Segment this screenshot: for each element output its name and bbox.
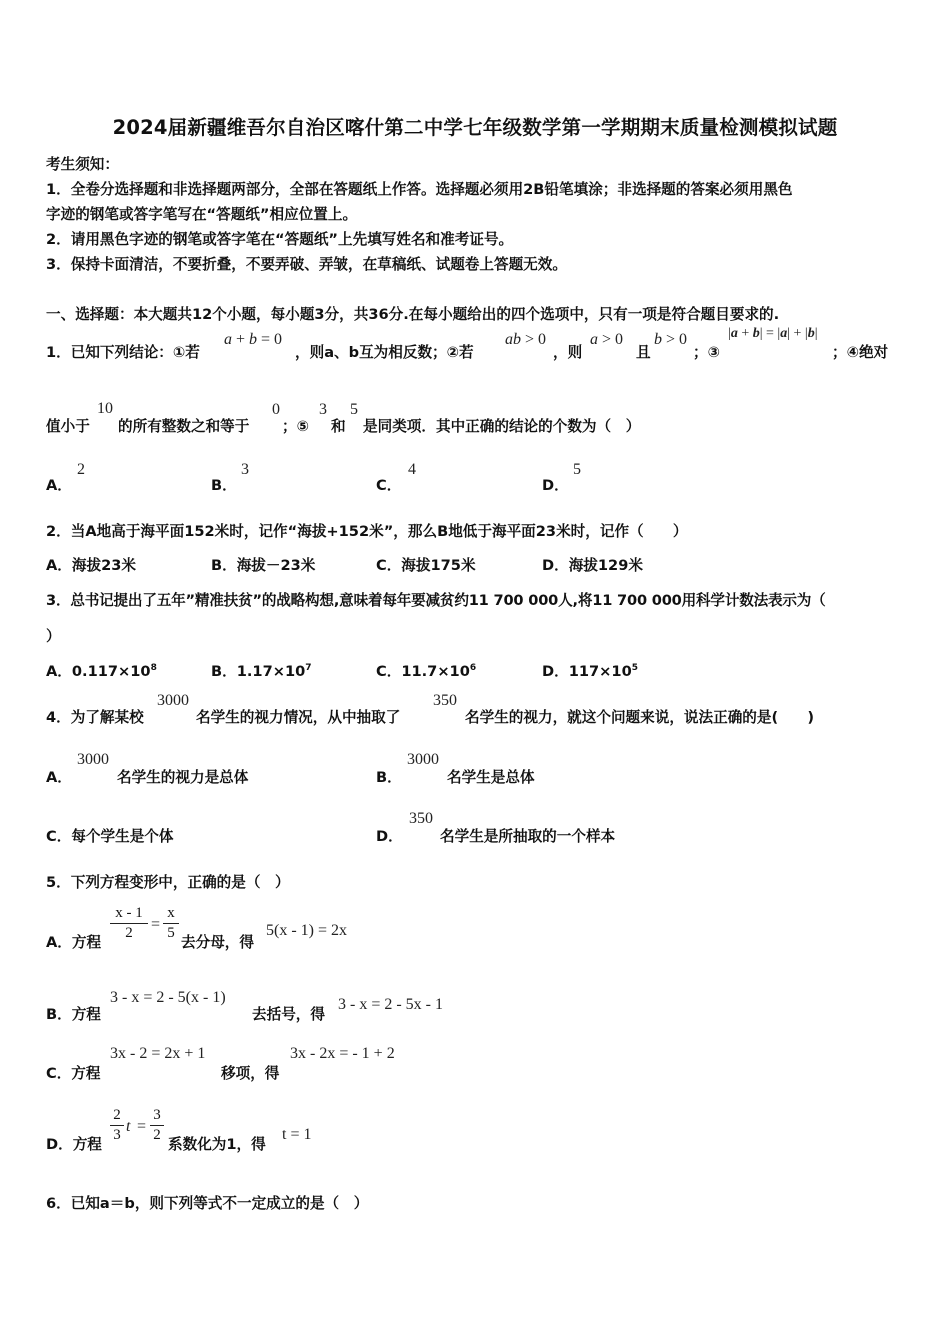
q4-option-c — [46, 825, 173, 846]
q5-option-d-result: t = 1 — [282, 1126, 312, 1143]
q3-option-b-exp: 7 — [305, 663, 312, 674]
q5-a-fraction-2-numerator: x — [167, 905, 175, 921]
q3-option-a-exp: 8 — [150, 663, 157, 674]
q4-option-b-number: 3000 — [407, 751, 439, 768]
q1-formula-4: b > 0 — [654, 331, 688, 348]
q3-option-c-label: C． — [376, 663, 402, 680]
q5-a-fraction-2-denominator: 5 — [167, 925, 175, 941]
q5-d-fraction-2-denominator: 2 — [153, 1127, 161, 1143]
notice-item-2: 2．请用黑色字迹的钢笔或答字笔在“答题纸”上先填写姓名和准考证号。 — [46, 231, 514, 248]
notice-item-1-line-1: 1．全卷分选择题和非选择题两部分，全部在答题纸上作答。选择题必须用2B铅笔填涂；非选择题的答案必须用黑色 — [46, 181, 793, 198]
q5-a-fraction-2 — [163, 905, 179, 942]
q1-text-10: 和 — [331, 418, 346, 435]
q1-formula-3: a > 0 — [590, 331, 624, 348]
q5-d-fraction-2-numerator: 3 — [153, 1107, 161, 1123]
q5-option-a-middle: 去分母，得 — [181, 934, 254, 951]
q1-formula-8: 3 — [319, 401, 327, 418]
q1-option-d-value: 5 — [573, 461, 581, 478]
q4-option-c-text: 每个学生是个体 — [71, 828, 174, 845]
q4-option-b-text: 名学生是总体 — [447, 769, 535, 786]
q1-option-a-value: 2 — [77, 461, 85, 478]
q3-text-line-1: 3．总书记提出了五年”精准扶贫”的战略构想,意味着每年要减贫约11 700 000人,将11 700 000用科学计数法表示为（ — [46, 592, 826, 609]
page-title: 2024届新疆维吾尔自治区喀什第二中学七年级数学第一学期期末质量检测模拟试题 — [112, 116, 838, 139]
notice-heading: 考生须知： — [46, 156, 119, 173]
q5-option-c-result: 3x - 2x = - 1 + 2 — [290, 1045, 395, 1062]
q1-formula-1: a + b = 0 — [224, 331, 283, 348]
q3-option-d-base: 117×10 — [568, 663, 632, 680]
q2-option-a: A．海拔23米 — [46, 557, 136, 574]
q6-text: 6．已知a＝b，则下列等式不一定成立的是（ ） — [46, 1195, 369, 1212]
q5-option-c-equation: 3x - 2 = 2x + 1 — [110, 1045, 206, 1062]
q5-option-b-equation: 3 - x = 2 - 5(x - 1) — [110, 989, 226, 1006]
q3-option-b-base: 1.17×10 — [236, 663, 306, 680]
q5-option-a-result: 5(x - 1) = 2x — [266, 922, 348, 939]
q1-text-4: 且 — [636, 344, 651, 361]
q5-a-fraction-1-numerator: x - 1 — [115, 905, 143, 921]
q1-formula-2: ab > 0 — [505, 331, 547, 348]
q4-option-d-label: D． — [376, 828, 403, 845]
q4-option-b-label: B． — [376, 769, 402, 786]
notice-item-1-line-2: 字迹的钢笔或答字笔写在“答题纸”相应位置上。 — [46, 206, 358, 223]
q5-option-b-middle: 去括号，得 — [252, 1006, 325, 1023]
q3-option-d-label: D． — [542, 663, 569, 680]
q3-option-c-exp: 6 — [469, 663, 477, 674]
q5-d-fraction-1-numerator: 2 — [113, 1107, 121, 1123]
q4-option-a-text: 名学生的视力是总体 — [117, 769, 249, 786]
q4-text-3: 名学生的视力，就这个问题来说，说法正确的是( ) — [465, 709, 814, 726]
q5-d-fraction-1 — [110, 1107, 124, 1144]
q2-text: 2．当A地高于海平面152米时，记作“海拔+152米”，那么B地低于海平面23米时，记作（ ） — [46, 523, 688, 540]
q1-text-5: ；③ — [693, 344, 720, 361]
q1-text-8: 的所有整数之和等于 — [118, 418, 250, 435]
q4-text-1: 4．为了解某校 — [46, 709, 144, 726]
q1-formula-9: 5 — [350, 401, 358, 418]
q1-text-1: 1．已知下列结论：①若 — [46, 344, 200, 361]
q5-option-c-label: C．方程 — [46, 1065, 101, 1082]
q1-formula-7: 0 — [272, 401, 280, 418]
q5-a-fraction-1 — [110, 905, 148, 942]
q5-option-c-middle: 移项，得 — [221, 1065, 280, 1082]
q5-option-d-label: D．方程 — [46, 1136, 102, 1153]
q3-option-a-label: A． — [46, 663, 72, 680]
q1-option-a-label: A． — [46, 477, 72, 494]
q1-option-c-value: 4 — [408, 461, 416, 478]
q5-d-equals: = — [137, 1118, 147, 1135]
q5-d-fraction-1-denominator: 3 — [113, 1127, 121, 1143]
q1-text-2: ，则a、b互为相反数；②若 — [295, 344, 474, 361]
q5-option-a-label: A．方程 — [46, 934, 102, 951]
q1-text-6: ；④绝对 — [832, 344, 889, 361]
q2-option-d: D．海拔129米 — [542, 557, 643, 574]
q4-number-2: 350 — [433, 692, 457, 709]
q3-option-c — [376, 660, 476, 681]
q1-option-b-label: B． — [211, 477, 237, 494]
q5-d-variable: t — [126, 1118, 131, 1135]
q1-text-7: 值小于 — [46, 418, 90, 435]
q4-option-d-number: 350 — [409, 810, 433, 827]
q5-option-b-result: 3 - x = 2 - 5x - 1 — [338, 996, 444, 1013]
q1-option-c-label: C． — [376, 477, 402, 494]
q1-formula-5: |a + b| = |a| + |b| — [728, 326, 818, 341]
q5-option-b-label: B．方程 — [46, 1006, 101, 1023]
q1-option-b-value: 3 — [241, 461, 249, 478]
q3-option-d-exp: 5 — [631, 663, 638, 674]
q1-formula-6: 10 — [97, 400, 113, 417]
q3-option-b-label: B． — [211, 663, 237, 680]
q4-option-c-label: C． — [46, 828, 72, 845]
q2-option-c: C．海拔175米 — [376, 557, 476, 574]
q3-option-d — [542, 660, 638, 681]
q5-a-equals: = — [151, 916, 161, 933]
notice-item-3: 3．保持卡面清洁，不要折叠，不要弄破、弄皱，在草稿纸、试题卷上答题无效。 — [46, 256, 567, 273]
q3-option-c-base: 11.7×10 — [401, 663, 470, 680]
q5-d-fraction-2 — [150, 1107, 164, 1144]
q2-option-b: B．海拔－23米 — [211, 557, 316, 574]
q1-option-d-label: D． — [542, 477, 569, 494]
q1-text-3: ，则 — [553, 344, 583, 361]
q4-text-2: 名学生的视力情况，从中抽取了 — [196, 709, 401, 726]
q3-option-a — [46, 660, 157, 681]
q5-a-fraction-1-denominator: 2 — [125, 925, 133, 941]
q1-text-11: 是同类项．其中正确的结论的个数为（ ） — [363, 418, 641, 435]
q5-option-d-middle: 系数化为1，得 — [168, 1136, 266, 1153]
q3-option-b — [211, 660, 312, 681]
section-heading: 一、选择题：本大题共12个小题，每小题3分，共36分.在每小题给出的四个选项中，只有一项是符合题目要求的. — [46, 306, 780, 323]
q4-option-d-text: 名学生是所抽取的一个样本 — [440, 828, 616, 845]
q3-option-a-base: 0.117×10 — [71, 663, 151, 680]
q1-text-9: ；⑤ — [282, 418, 309, 435]
q4-option-a-label: A． — [46, 769, 72, 786]
q4-option-a-number: 3000 — [77, 751, 109, 768]
q4-number-1: 3000 — [157, 692, 189, 709]
q3-text-line-2: ） — [46, 628, 61, 645]
q5-text: 5．下列方程变形中，正确的是（ ） — [46, 874, 290, 891]
